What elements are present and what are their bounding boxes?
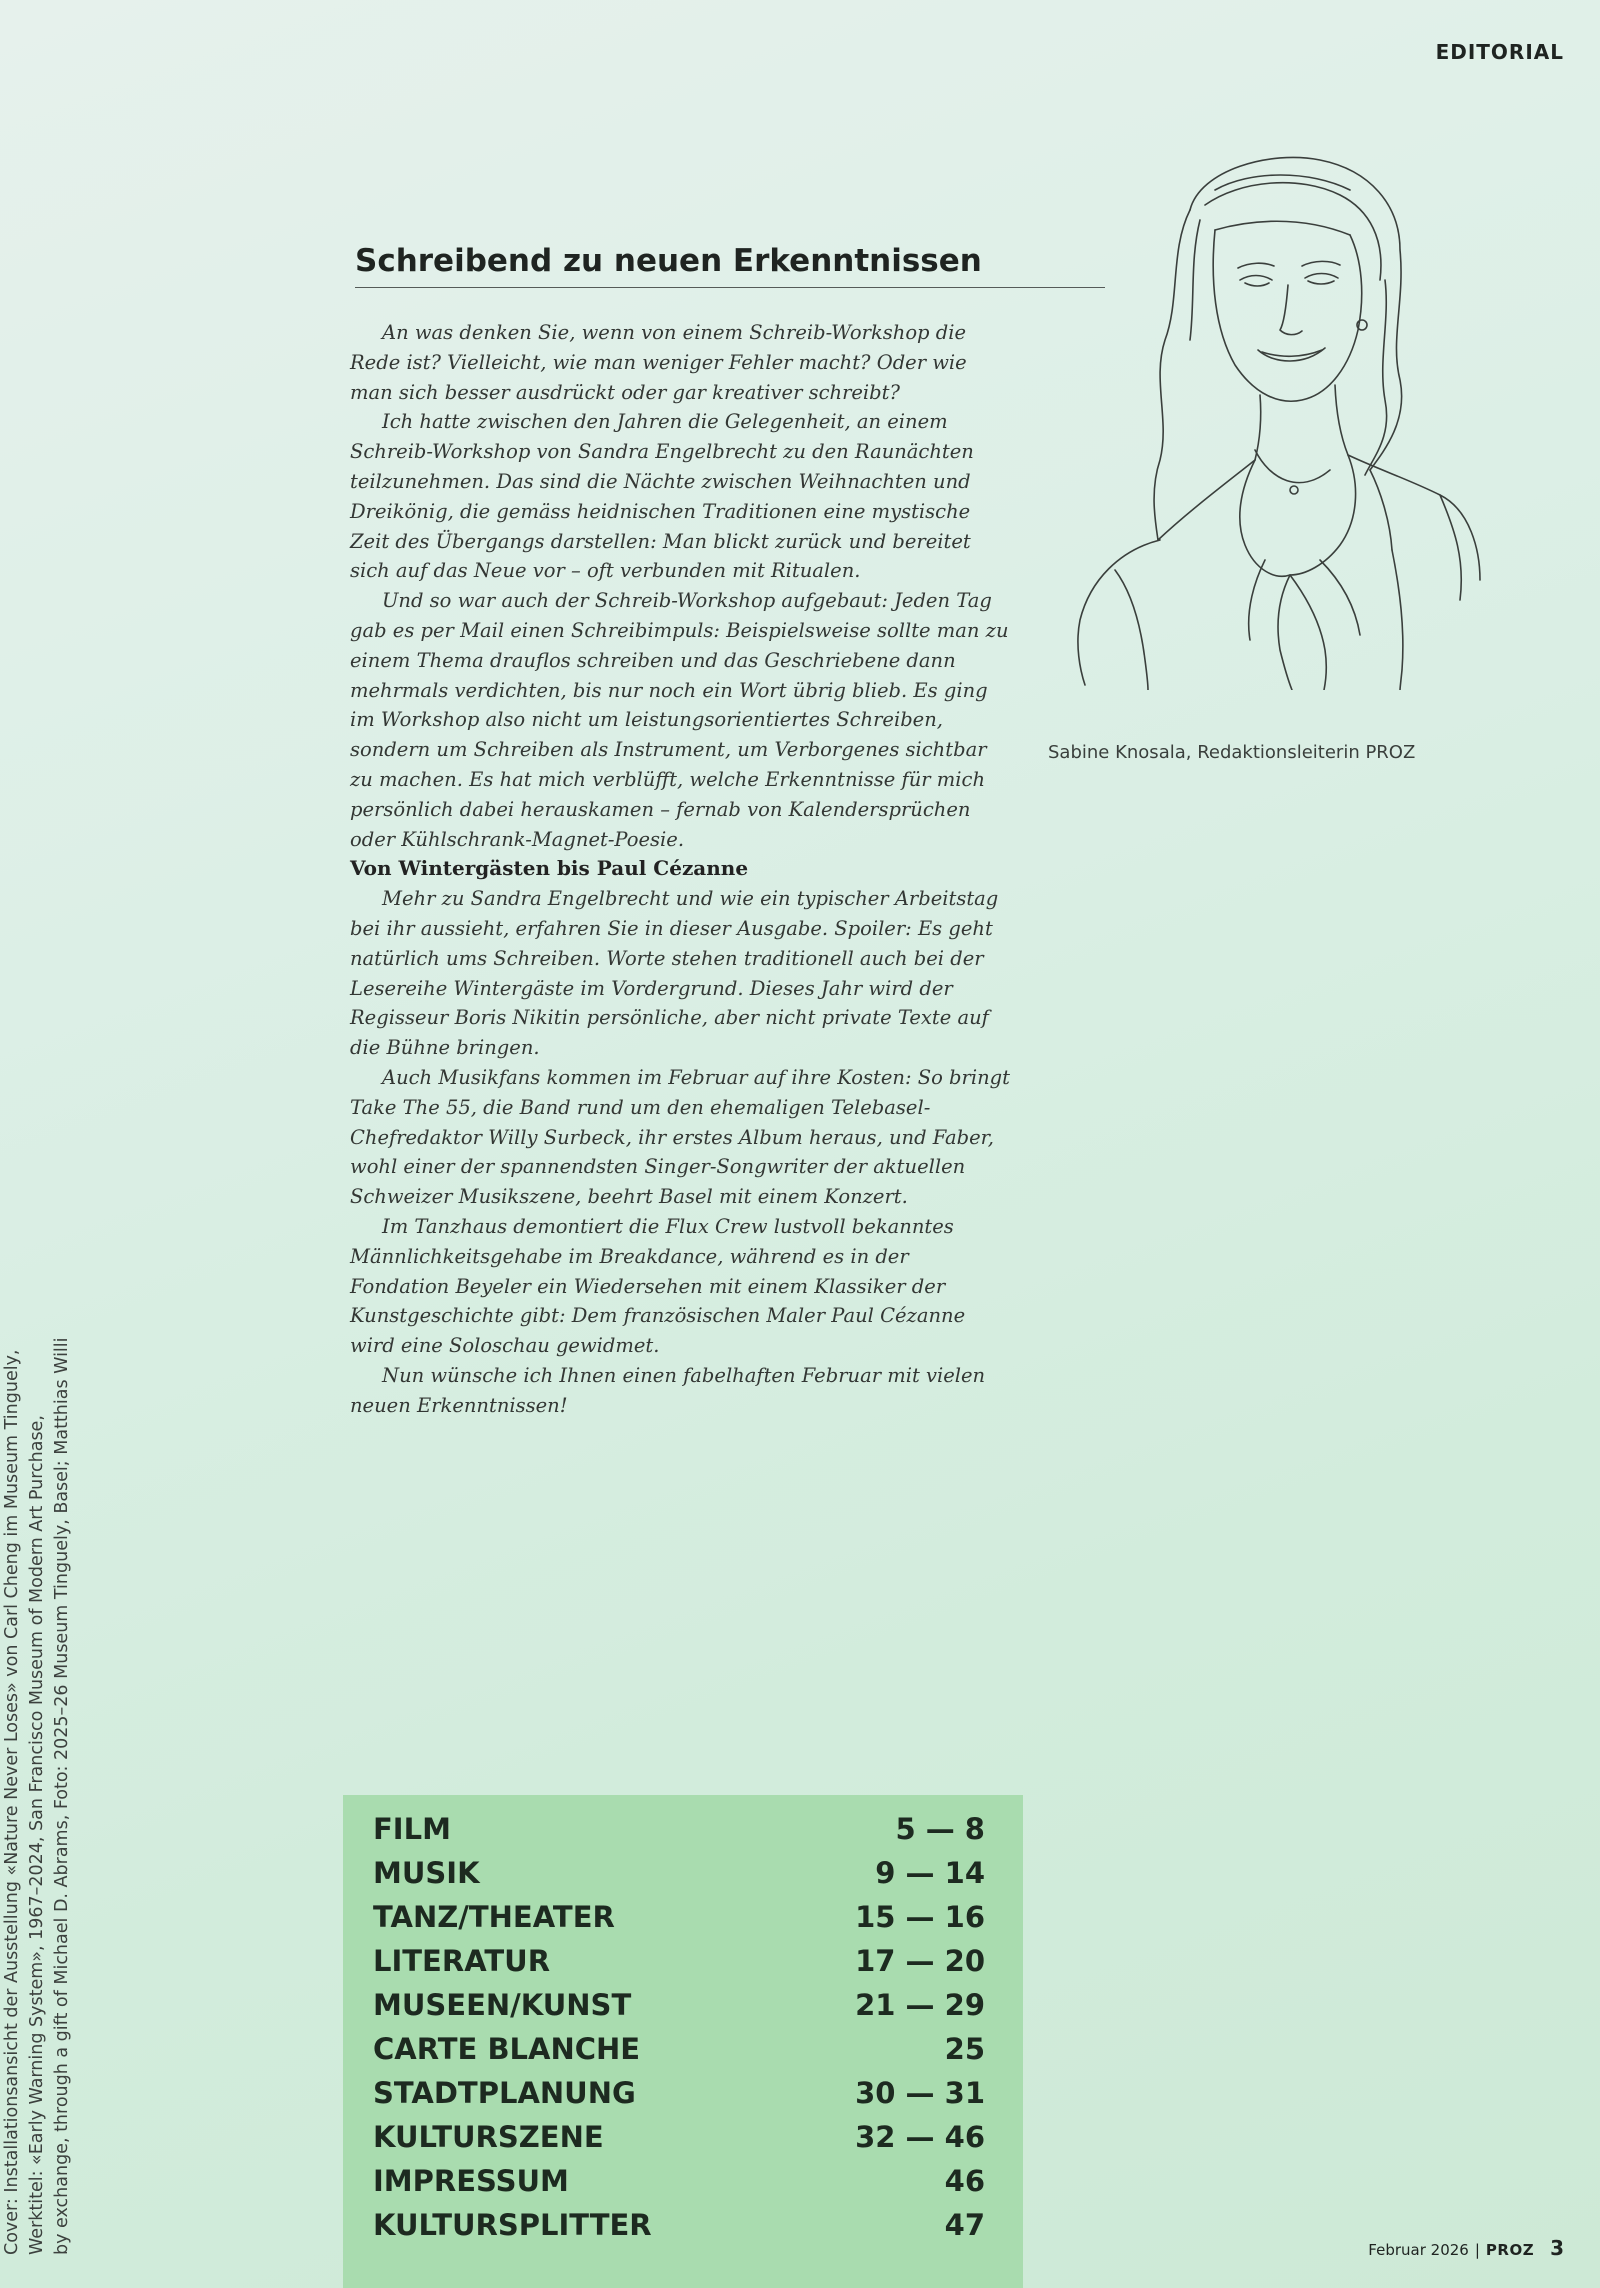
toc-pages: 5 — 8: [895, 1812, 985, 1846]
issue-date: Februar 2026: [1368, 2241, 1469, 2259]
toc-label: STADTPLANUNG: [373, 2076, 636, 2110]
toc-pages: 25: [944, 2032, 985, 2066]
toc-item: [373, 1851, 985, 1895]
paragraph: Mehr zu Sandra Engelbrecht und wie ein typischer Arbeitstag bei ihr aussieht, erfahren Sie in dieser Ausgabe. Spoiler: Es geht natürlich ums Schreiben. Worte stehen traditionell auch bei der Lesereihe Wintergäste im Vordergrund. Dieses Jahr wird der Regisseur Boris Nikitin persönliche, aber nicht private Texte auf die Bühne bringen.: [350, 887, 999, 1060]
toc-pages: 9 — 14: [875, 1856, 985, 1890]
portrait-caption: Sabine Knosala, Redaktionsleiterin PROZ: [1048, 742, 1416, 763]
page-number: 3: [1550, 2236, 1564, 2260]
toc-pages: 46: [944, 2164, 985, 2198]
editorial-body: [350, 318, 1010, 1420]
toc-label: LITERATUR: [373, 1944, 551, 1978]
toc-label: KULTURSPLITTER: [373, 2208, 652, 2242]
toc-item: [373, 2071, 985, 2115]
toc-pages: 47: [944, 2208, 985, 2242]
toc-label: KULTURSZENE: [373, 2120, 604, 2154]
paragraph: Auch Musikfans kommen im Februar auf ihre Kosten: So bringt Take The 55, die Band rund um den ehemaligen Telebasel-Chefredaktor Willy Surbeck, ihr erstes Album heraus, und Faber, wohl einer der spannendsten Singer-Songwriter der aktuellen Schweizer Musikszene, beehrt Basel mit einem Konzert.: [350, 1065, 1010, 1209]
toc-label: TANZ/THEATER: [373, 1900, 615, 1934]
toc-item: [373, 2027, 985, 2071]
toc-item: [373, 1939, 985, 1983]
magazine-brand: PROZ: [1485, 2241, 1535, 2259]
editorial-headline: Schreibend zu neuen Erkenntnissen: [355, 243, 1105, 288]
paragraph: Und so war auch der Schreib-Workshop aufgebaut: Jeden Tag gab es per Mail einen Schreibimpuls: Beispielsweise sollte man zu einem Thema drauflos schreiben und das Geschriebene dann mehrmals verdichten, bis nur noch ein Wort übrig blieb. Es ging im Workshop also nicht um leistungsorientiertes Schreiben, sondern um Schreiben als Instrument, um Verborgenes sichtbar zu machen. Es hat mich verblüfft, welche Erkenntnisse für mich persönlich dabei herauskamen – fernab von Kalendersprüchen oder Kühlschrank-Magnet-Poesie.: [350, 589, 1009, 851]
toc-pages: 32 — 46: [855, 2120, 985, 2154]
toc-item: [373, 2115, 985, 2159]
section-label: EDITORIAL: [1435, 40, 1564, 64]
credit-line: by exchange, through a gift of Michael D. Abrams, Foto: 2025–26 Museum Tinguely, Basel; Matthias Willi: [52, 1337, 72, 2255]
toc-item: [373, 2159, 985, 2203]
author-portrait-illustration: [1040, 150, 1490, 690]
toc-label: CARTE BLANCHE: [373, 2032, 641, 2066]
toc-item: [373, 1983, 985, 2027]
paragraph: Ich hatte zwischen den Jahren die Gelegenheit, an einem Schreib-Workshop von Sandra Engelbrecht zu den Raunächten teilzunehmen. Das sind die Nächte zwischen Weihnachten und Dreikönig, die gemäss heidnischen Traditionen eine mystische Zeit des Übergangs darstellen: Man blickt zurück und bereitet sich auf das Neue vor – oft verbunden mit Ritualen.: [350, 410, 974, 583]
toc-pages: 21 — 29: [855, 1988, 985, 2022]
toc-pages: 30 — 31: [855, 2076, 985, 2110]
credit-line: Cover: Installationsansicht der Ausstellung «Nature Never Loses» von Carl Cheng im Museum Tinguely,: [2, 1349, 22, 2255]
cover-credits: [0, 1155, 75, 2255]
toc-item: [373, 2203, 985, 2247]
footer-separator: |: [1474, 2241, 1480, 2259]
toc-label: IMPRESSUM: [373, 2164, 569, 2198]
toc-item: [373, 1895, 985, 1939]
page-footer: [1368, 2236, 1564, 2260]
paragraph: An was denken Sie, wenn von einem Schreib-Workshop die Rede ist? Vielleicht, wie man weniger Fehler macht? Oder wie man sich besser ausdrückt oder gar kreativer schreibt?: [350, 321, 967, 404]
toc-label: FILM: [373, 1812, 451, 1846]
toc-item: [373, 1807, 985, 1851]
toc-label: MUSIK: [373, 1856, 480, 1890]
toc-label: MUSEEN/KUNST: [373, 1988, 632, 2022]
credit-line: Werktitel: «Early Warning System», 1967–2024, San Francisco Museum of Modern Art Purchase,: [27, 1415, 47, 2255]
subheading: Von Wintergästen bis Paul Cézanne: [350, 856, 749, 881]
toc-pages: 15 — 16: [855, 1900, 985, 1934]
paragraph: Nun wünsche ich Ihnen einen fabelhaften Februar mit vielen neuen Erkenntnissen!: [350, 1363, 986, 1417]
toc-pages: 17 — 20: [855, 1944, 985, 1978]
table-of-contents: [343, 1795, 1023, 2288]
paragraph: Im Tanzhaus demontiert die Flux Crew lustvoll bekanntes Männlichkeitsgehabe im Breakdance, während es in der Fondation Beyeler ein Wiedersehen mit einem Klassiker der Kunstgeschichte gibt: Dem französischen Maler Paul Cézanne wird eine Soloschau gewidmet.: [350, 1214, 966, 1358]
